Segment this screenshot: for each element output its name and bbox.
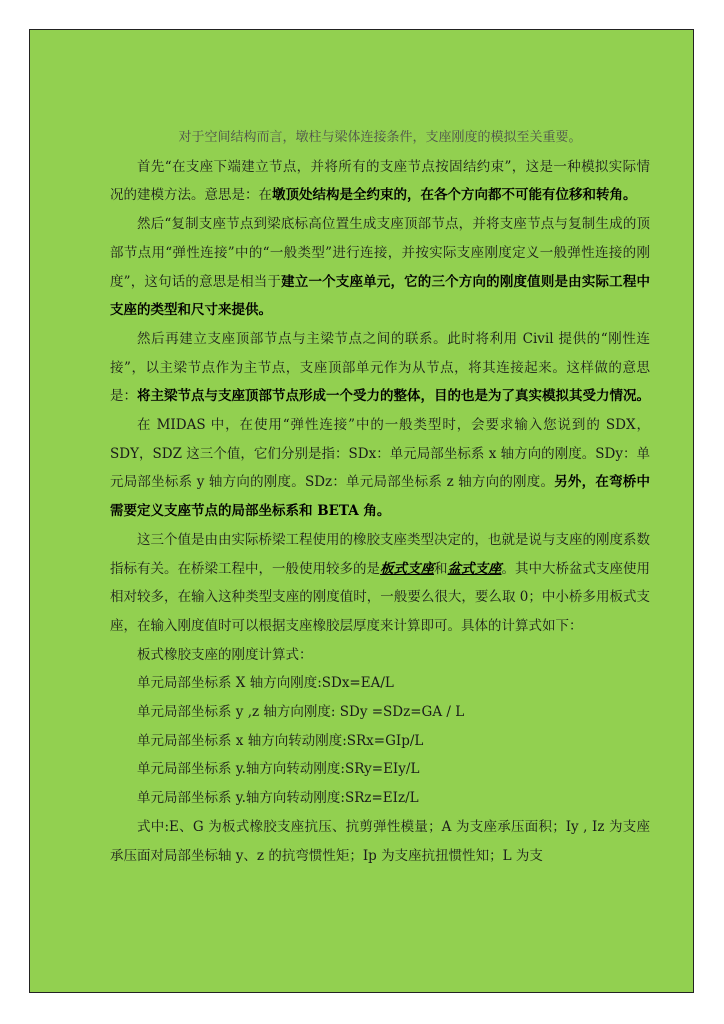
paragraph-5-conjunction: 和 — [434, 560, 448, 577]
formula-srz — [110, 784, 650, 813]
formula-srx-text: 单元局部坐标系 x 轴方向转动刚度:SRx=GIp/L — [137, 732, 424, 749]
formula-sdy-sdz — [110, 698, 650, 727]
legend-paragraph — [110, 813, 650, 870]
paragraph-2-emphasis: 建立一个支座单元，它的三个方向的刚度值则是由实际工程中支座的类型和尺寸来提供。 — [110, 273, 651, 319]
formula-srz-text: 单元局部坐标系 y.轴方向转动刚度:SRz=EIz/L — [137, 790, 419, 807]
plate-bearing-term: 板式支座 — [380, 560, 434, 577]
paragraph-4 — [110, 411, 650, 526]
paragraph-1-emphasis: 墩顶处结构是全约束的，在各个方向都不可能有位移和转角。 — [272, 187, 637, 204]
document-body — [110, 124, 650, 870]
paragraph-1-text: 首先“在支座下端建立节点，并将所有的支座节点按固结约束”，这是一种模拟实际情况的建模方法。意思是：在 — [110, 158, 650, 204]
legend-text: 式中:E、G 为板式橡胶支座抗压、抗剪弹性模量；A 为支座承压面积；Iy , Iz 为支座承压面对局部坐标轴 y、z 的抗弯惯性矩；Ip 为支座抗扭惯性知；L 为支 — [110, 818, 650, 864]
formula-sry — [110, 755, 650, 784]
formula-sdx-text: 单元局部坐标系 X 轴方向刚度:SDx=EA/L — [137, 675, 394, 692]
formula-title-text: 板式橡胶支座的刚度计算式： — [137, 646, 313, 663]
formula-sry-text: 单元局部坐标系 y.轴方向转动刚度:SRy=EIy/L — [137, 761, 420, 778]
pot-bearing-term: 盆式支座 — [447, 560, 502, 577]
paragraph-4-emphasis: 另外，在弯桥中需要定义支座节点的局部坐标系和 BETA 角。 — [110, 474, 650, 520]
formula-sdx — [110, 669, 650, 698]
document-page — [29, 29, 694, 993]
paragraph-5-text: 这三个值是由由实际桥梁工程使用的橡胶支座类型决定的，也就是说与支座的刚度系数指标有关。在桥梁工程中，一般使用较多的是 — [110, 531, 650, 577]
formula-title — [110, 641, 650, 670]
formula-sdy-sdz-text: 单元局部坐标系 y ,z 轴方向刚度: SDy =SDz=GA / L — [137, 704, 465, 721]
paragraph-4-text: 在 MIDAS 中，在使用“弹性连接”中的一般类型时，会要求输入您说到的 SDX，SDY，SDZ 这三个值，它们分别是指：SDx：单元局部坐标系 x 轴方向的刚度。SDy：单元局部坐标系 y 轴方向的刚度。SDz：单元局部坐标系 z 轴方向的刚度。 — [110, 417, 650, 491]
paragraph-1 — [110, 153, 650, 210]
paragraph-5 — [110, 526, 650, 641]
paragraph-2 — [110, 210, 650, 325]
paragraph-3 — [110, 325, 650, 411]
intro-paragraph — [110, 124, 650, 153]
formula-srx — [110, 727, 650, 756]
paragraph-2-text: 然后“复制支座节点到梁底标高位置生成支座顶部节点，并将支座节点与复制生成的顶部节点用“弹性连接”中的“一般类型”进行连接，并按实际支座刚度定义一般弹性连接的刚度”，这句话的意思是相当于 — [110, 216, 650, 290]
paragraph-3-emphasis: 将主梁节点与支座顶部节点形成一个受力的整体，目的也是为了真实模拟其受力情况。 — [137, 388, 650, 405]
intro-text: 对于空间结构而言，墩柱与梁体连接条件，支座刚度的模拟至关重要。 — [178, 130, 582, 145]
paragraph-3-text: 然后再建立支座顶部节点与主梁节点之间的联系。此时将利用 Civil 提供的“刚性连接”，以主梁节点作为主节点，支座顶部单元作为从节点，将其连接起来。这样做的意思是： — [110, 330, 650, 405]
paragraph-5-rest: 。其中大桥盆式支座使用相对较多，在输入这种类型支座的刚度值时，一般要么很大，要么取 0；中小桥多用板式支座，在输入刚度值时可以根据支座橡胶层厚度来计算即可。具体的计算式如下： — [110, 560, 650, 634]
